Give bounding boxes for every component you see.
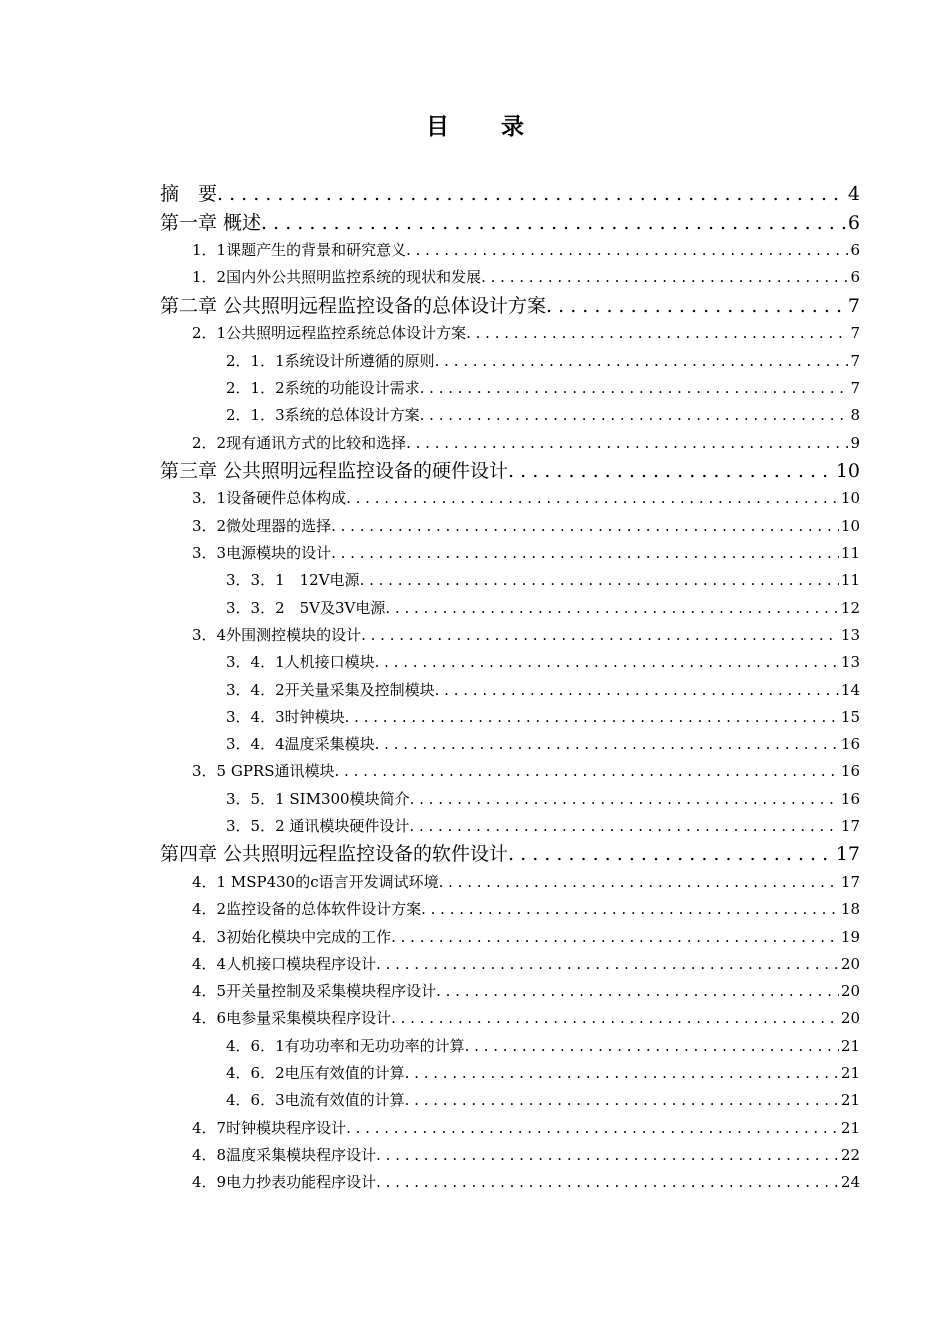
- toc-leader-dots: [405, 1060, 839, 1087]
- toc-page-number: 10: [835, 459, 860, 482]
- toc-page-number: 7: [850, 378, 860, 397]
- toc-leader-dots: [376, 951, 839, 978]
- toc-entry[interactable]: [160, 1142, 860, 1169]
- toc-entry[interactable]: [160, 320, 860, 347]
- toc-entry[interactable]: [160, 595, 860, 622]
- toc-leader-dots: [546, 292, 846, 321]
- toc-leader-dots: [375, 649, 839, 676]
- toc-entry-label: 4．6．3电流有效值的计算: [226, 1091, 405, 1110]
- toc-entry-label: 4．3初始化模块中完成的工作: [192, 927, 392, 946]
- toc-leader-dots: [466, 320, 848, 347]
- toc-entry[interactable]: [160, 237, 860, 264]
- toc-entry[interactable]: [160, 758, 860, 785]
- toc-page-number: 16: [840, 789, 860, 808]
- toc-page-number: 17: [835, 843, 860, 866]
- toc-entry[interactable]: [160, 896, 860, 923]
- toc-page-number: 21: [840, 1036, 860, 1055]
- toc-page-number: 20: [840, 954, 860, 973]
- toc-page-number: 21: [840, 1091, 860, 1110]
- toc-entry[interactable]: [160, 430, 860, 457]
- toc-page-number: 6: [850, 241, 860, 260]
- toc-entry[interactable]: [160, 704, 860, 731]
- toc-entry-label: 第一章 概述: [160, 211, 262, 234]
- toc-leader-dots: [346, 1115, 839, 1142]
- toc-entry-label: 3．4．2开关量采集及控制模块: [226, 680, 435, 699]
- toc-leader-dots: [406, 430, 848, 457]
- toc-leader-dots: [345, 704, 839, 731]
- toc-entry[interactable]: [160, 567, 860, 594]
- toc-entry[interactable]: [160, 813, 860, 840]
- toc-leader-dots: [410, 786, 839, 813]
- toc-entry-label: 4．8温度采集模块程序设计: [192, 1145, 377, 1164]
- toc-entry-label: 4．2监控设备的总体软件设计方案: [192, 900, 422, 919]
- toc-entry[interactable]: [160, 786, 860, 813]
- toc-entry[interactable]: [160, 951, 860, 978]
- toc-leader-dots: [436, 978, 839, 1005]
- toc-entry[interactable]: [160, 869, 860, 896]
- toc-page-number: 16: [840, 735, 860, 754]
- toc-entry-label: 3．4．3时钟模块: [226, 707, 345, 726]
- toc-entry[interactable]: [160, 348, 860, 375]
- toc-leader-dots: [409, 813, 839, 840]
- toc-leader-dots: [331, 513, 839, 540]
- toc-leader-dots: [508, 840, 834, 869]
- toc-page-number: 7: [850, 324, 860, 343]
- toc-entry[interactable]: [160, 622, 860, 649]
- toc-leader-dots: [391, 1005, 839, 1032]
- toc-leader-dots: [375, 731, 839, 758]
- toc-page-number: 16: [840, 762, 860, 781]
- toc-entry-label: 3．5．1 SIM300模块简介: [226, 789, 410, 808]
- toc-page-number: 10: [840, 516, 860, 535]
- toc-page-number: 12: [840, 598, 860, 617]
- toc-leader-dots: [376, 1169, 839, 1196]
- toc-entry-label: 3．4．4温度采集模块: [226, 735, 375, 754]
- toc-entry-label: 1．2国内外公共照明监控系统的现状和发展: [192, 268, 482, 287]
- toc-page-number: 6: [847, 211, 860, 234]
- toc-leader-dots: [508, 457, 834, 486]
- toc-leader-dots: [385, 595, 839, 622]
- toc-leader-dots: [405, 1087, 839, 1114]
- table-of-contents: [160, 180, 860, 1196]
- toc-entry-label: 4．7时钟模块程序设计: [192, 1118, 347, 1137]
- toc-leader-dots: [439, 869, 839, 896]
- toc-page-number: 17: [840, 872, 860, 891]
- toc-entry[interactable]: [160, 677, 860, 704]
- toc-page-number: 4: [847, 183, 860, 205]
- toc-page-number: 7: [850, 351, 860, 370]
- toc-entry-label: 2．1公共照明远程监控系统总体设计方案: [192, 324, 467, 343]
- toc-entry-label: 2．2现有通讯方式的比较和选择: [192, 433, 407, 452]
- toc-entry-label: 2．1．1系统设计所遵循的原则: [226, 351, 435, 370]
- toc-entry-label: 4．4人机接口模块程序设计: [192, 954, 377, 973]
- toc-leader-dots: [360, 567, 839, 594]
- toc-page-number: 6: [850, 268, 860, 287]
- toc-page-number: 13: [840, 625, 860, 644]
- toc-page-number: 11: [840, 571, 860, 590]
- toc-entry[interactable]: [160, 1087, 860, 1114]
- toc-leader-dots: [361, 622, 839, 649]
- toc-entry-label: 3．3．2 5V及3V电源: [226, 598, 386, 617]
- toc-leader-dots: [465, 1033, 839, 1060]
- toc-leader-dots: [421, 896, 839, 923]
- toc-page-number: 7: [847, 294, 860, 317]
- toc-entry[interactable]: [160, 457, 860, 486]
- toc-page-number: 17: [840, 817, 860, 836]
- toc-entry-label: 4．6．1有功功率和无功功率的计算: [226, 1036, 465, 1055]
- toc-page-number: 10: [840, 489, 860, 508]
- toc-entry[interactable]: [160, 1005, 860, 1032]
- toc-entry[interactable]: [160, 540, 860, 567]
- toc-entry[interactable]: [160, 1060, 860, 1087]
- toc-entry-label: 第四章 公共照明远程监控设备的软件设计: [160, 843, 509, 866]
- toc-entry[interactable]: [160, 402, 860, 429]
- toc-entry[interactable]: [160, 978, 860, 1005]
- toc-entry-label: 4．1 MSP430的c语言开发调试环境: [192, 872, 439, 891]
- toc-page-number: 19: [840, 927, 860, 946]
- toc-entry-label: 3．5 GPRS通讯模块: [192, 762, 335, 781]
- toc-entry-label: 4．5开关量控制及采集模块程序设计: [192, 982, 437, 1001]
- toc-entry-label: 1．1课题产生的背景和研究意义: [192, 241, 407, 260]
- toc-entry[interactable]: [160, 209, 860, 238]
- toc-page-number: 20: [840, 982, 860, 1001]
- toc-entry-label: 4．9电力抄表功能程序设计: [192, 1173, 377, 1192]
- toc-entry-label: 2．1．3系统的总体设计方案: [226, 406, 420, 425]
- toc-page-number: 22: [840, 1145, 860, 1164]
- toc-page-number: 20: [840, 1009, 860, 1028]
- toc-leader-dots: [261, 209, 846, 238]
- toc-entry[interactable]: [160, 375, 860, 402]
- toc-entry-label: 第三章 公共照明远程监控设备的硬件设计: [160, 459, 509, 482]
- toc-leader-dots: [420, 402, 849, 429]
- toc-entry-label: 3．4外围测控模块的设计: [192, 625, 362, 644]
- toc-leader-dots: [406, 237, 848, 264]
- toc-leader-dots: [435, 677, 839, 704]
- toc-title: 目 录: [425, 114, 546, 140]
- toc-leader-dots: [435, 348, 849, 375]
- toc-entry[interactable]: [160, 1169, 860, 1196]
- toc-page-number: 24: [840, 1173, 860, 1192]
- toc-leader-dots: [420, 375, 849, 402]
- toc-page-number: 11: [840, 544, 860, 563]
- toc-entry[interactable]: [160, 264, 860, 291]
- toc-page-number: 15: [840, 707, 860, 726]
- toc-entry-label: 2．1．2系统的功能设计需求: [226, 378, 420, 397]
- toc-entry-label: 4．6．2电压有效值的计算: [226, 1063, 405, 1082]
- toc-leader-dots: [335, 758, 839, 785]
- toc-leader-dots: [331, 540, 839, 567]
- toc-entry[interactable]: [160, 1115, 860, 1142]
- toc-entry-label: 3．2微处理器的选择: [192, 516, 332, 535]
- toc-entry[interactable]: [160, 180, 860, 209]
- toc-page-number: 21: [840, 1063, 860, 1082]
- toc-leader-dots: [346, 485, 839, 512]
- toc-entry-label: 第二章 公共照明远程监控设备的总体设计方案: [160, 294, 547, 317]
- toc-leader-dots: [376, 1142, 839, 1169]
- toc-leader-dots: [481, 264, 848, 291]
- toc-page-number: 13: [840, 653, 860, 672]
- toc-entry[interactable]: [160, 924, 860, 951]
- toc-entry-label: 3．3．1 12V电源: [226, 571, 360, 590]
- toc-entry-label: 摘 要: [160, 183, 218, 205]
- toc-entry[interactable]: [160, 292, 860, 321]
- toc-page-number: 9: [850, 433, 860, 452]
- toc-entry-label: 3．4．1人机接口模块: [226, 653, 375, 672]
- toc-entry-label: 3．3电源模块的设计: [192, 544, 332, 563]
- toc-entry[interactable]: [160, 731, 860, 758]
- toc-entry-label: 4．6电参量采集模块程序设计: [192, 1009, 392, 1028]
- toc-entry[interactable]: [160, 1033, 860, 1060]
- toc-page-number: 8: [850, 406, 860, 425]
- toc-leader-dots: [217, 180, 846, 209]
- toc-entry[interactable]: [160, 513, 860, 540]
- toc-entry-label: 3．5．2 通讯模块硬件设计: [226, 817, 410, 836]
- toc-entry-label: 3．1设备硬件总体构成: [192, 489, 347, 508]
- toc-page-number: 21: [840, 1118, 860, 1137]
- toc-page-number: 14: [840, 680, 860, 699]
- toc-page-number: 18: [840, 900, 860, 919]
- toc-entry[interactable]: [160, 485, 860, 512]
- toc-entry[interactable]: [160, 840, 860, 869]
- toc-leader-dots: [391, 924, 839, 951]
- toc-entry[interactable]: [160, 649, 860, 676]
